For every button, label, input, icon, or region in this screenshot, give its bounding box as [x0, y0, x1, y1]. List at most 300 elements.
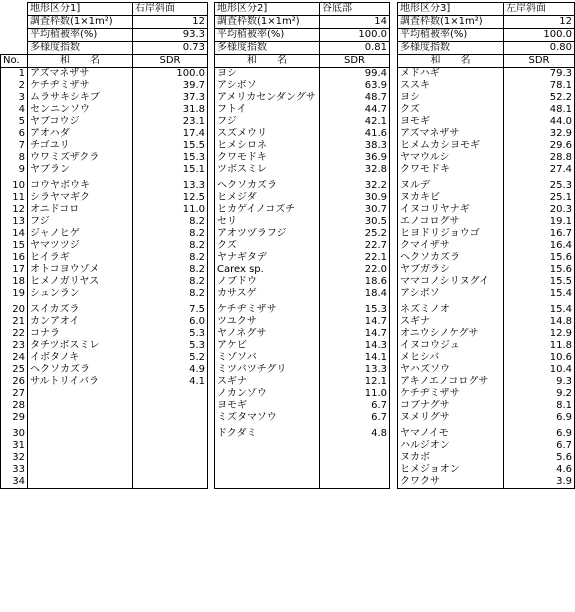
sdr-value	[320, 452, 390, 464]
sdr-value: 7.5	[133, 304, 208, 316]
sdr-value: 15.1	[133, 164, 208, 176]
table-row	[398, 104, 575, 116]
species-name: クワモドキ	[215, 152, 320, 164]
sdr-value: 5.3	[133, 328, 208, 340]
sdr-value: 28.8	[504, 152, 575, 164]
species-name: ヘクソカズラ	[28, 364, 133, 376]
row-number: 19	[1, 288, 28, 300]
row-number: 31	[1, 440, 28, 452]
species-name: ドクダミ	[215, 428, 320, 440]
meta-value-survey: 12	[133, 16, 208, 29]
table-row	[1, 152, 208, 164]
species-name: イボタノキ	[28, 352, 133, 364]
species-name: カサスゲ	[215, 288, 320, 300]
sdr-value: 8.2	[133, 216, 208, 228]
no-header: No.	[1, 55, 28, 68]
block-1-table	[0, 2, 208, 489]
table-row	[398, 428, 575, 440]
species-name: フトイ	[215, 104, 320, 116]
species-name	[215, 440, 320, 452]
block-2-table	[214, 2, 390, 489]
table-row	[398, 288, 575, 300]
species-name: ヒメシロネ	[215, 140, 320, 152]
species-name: ヒメジダ	[215, 192, 320, 204]
species-name: ヌカキビ	[398, 192, 504, 204]
table-row	[398, 140, 575, 152]
sdr-value: 8.2	[133, 264, 208, 276]
species-name: ハルジオン	[398, 440, 504, 452]
species-name: メヒシバ	[398, 352, 504, 364]
species-name	[28, 428, 133, 440]
table-row	[215, 180, 390, 192]
sdr-value: 14.7	[320, 316, 390, 328]
species-name: ヤマウルシ	[398, 152, 504, 164]
meta-value-survey: 14	[320, 16, 390, 29]
table-row	[1, 104, 208, 116]
table-row	[1, 80, 208, 92]
table-row	[1, 252, 208, 264]
sdr-header: SDR	[133, 55, 208, 68]
table-row	[215, 376, 390, 388]
row-number: 14	[1, 228, 28, 240]
sdr-value: 18.4	[320, 288, 390, 300]
sdr-value: 6.9	[504, 412, 575, 424]
area-value: 右岸斜面	[133, 3, 208, 16]
row-number: 23	[1, 340, 28, 352]
species-name: ミゾソバ	[215, 352, 320, 364]
row-number: 10	[1, 180, 28, 192]
table-row	[398, 164, 575, 176]
meta-row-diversity	[398, 42, 575, 55]
sdr-value: 10.6	[504, 352, 575, 364]
sdr-value: 4.1	[133, 376, 208, 388]
sdr-value: 36.9	[320, 152, 390, 164]
table-row	[398, 192, 575, 204]
table-row	[215, 276, 390, 288]
row-number: 34	[1, 476, 28, 489]
table-row	[1, 328, 208, 340]
meta-value-cover: 100.0	[320, 29, 390, 42]
row-number: 5	[1, 116, 28, 128]
table-row	[215, 464, 390, 476]
species-name: ヤブガラシ	[398, 264, 504, 276]
table-row	[398, 276, 575, 288]
species-name	[28, 400, 133, 412]
table-row	[398, 376, 575, 388]
sdr-value: 99.4	[320, 68, 390, 81]
table-row	[215, 152, 390, 164]
table-row	[1, 304, 208, 316]
table-row	[398, 240, 575, 252]
table-row	[215, 476, 390, 489]
species-name: ネズミノオ	[398, 304, 504, 316]
species-name: ヤマツツジ	[28, 240, 133, 252]
species-name: ジャノヒゲ	[28, 228, 133, 240]
species-name: ケチヂミザサ	[215, 304, 320, 316]
row-number: 11	[1, 192, 28, 204]
sdr-value: 48.1	[504, 104, 575, 116]
sdr-value	[133, 440, 208, 452]
table-row	[398, 92, 575, 104]
species-name: アオツヅラフジ	[215, 228, 320, 240]
table-row	[1, 276, 208, 288]
species-name: フジ	[28, 216, 133, 228]
table-row	[398, 476, 575, 489]
species-name: ママコノシリヌグイ	[398, 276, 504, 288]
table-row	[398, 412, 575, 424]
species-name	[28, 388, 133, 400]
table-row	[1, 216, 208, 228]
table-row	[1, 316, 208, 328]
table-row	[215, 192, 390, 204]
sdr-value: 11.8	[504, 340, 575, 352]
species-name: ヤナギタデ	[215, 252, 320, 264]
table-row	[215, 204, 390, 216]
sdr-header: SDR	[504, 55, 575, 68]
species-name: スズメウリ	[215, 128, 320, 140]
table-row	[398, 328, 575, 340]
sdr-value: 31.8	[133, 104, 208, 116]
sdr-value: 25.2	[320, 228, 390, 240]
species-name: ケチヂミザサ	[398, 388, 504, 400]
table-row	[215, 264, 390, 276]
sdr-value	[133, 452, 208, 464]
table-row	[1, 116, 208, 128]
sdr-value: 22.0	[320, 264, 390, 276]
meta-row-survey	[1, 16, 208, 29]
species-name: ヒメジョオン	[398, 464, 504, 476]
row-number: 7	[1, 140, 28, 152]
species-name: クマイザサ	[398, 240, 504, 252]
species-name: シラヤマギク	[28, 192, 133, 204]
species-name	[28, 412, 133, 424]
blank-cell	[1, 29, 28, 42]
species-name: ヒカゲイノコズチ	[215, 204, 320, 216]
row-number: 15	[1, 240, 28, 252]
table-row	[215, 388, 390, 400]
meta-value-cover: 93.3	[133, 29, 208, 42]
species-name: コウヤボウキ	[28, 180, 133, 192]
sdr-value: 29.6	[504, 140, 575, 152]
column-header-row	[398, 55, 575, 68]
table-row	[1, 476, 208, 489]
species-name: ムラサキシキブ	[28, 92, 133, 104]
species-name: イヌコウジュ	[398, 340, 504, 352]
table-row	[398, 180, 575, 192]
row-number: 1	[1, 68, 28, 81]
table-row	[215, 216, 390, 228]
table-row	[1, 180, 208, 192]
table-row	[1, 128, 208, 140]
species-name: ヒメムカシヨモギ	[398, 140, 504, 152]
table-row	[398, 364, 575, 376]
species-name: スギナ	[215, 376, 320, 388]
sdr-value: 100.0	[133, 68, 208, 81]
table-row	[398, 128, 575, 140]
sdr-value: 42.1	[320, 116, 390, 128]
table-row	[215, 452, 390, 464]
sdr-value	[133, 388, 208, 400]
species-name: タチツボスミレ	[28, 340, 133, 352]
species-name: ツユクサ	[215, 316, 320, 328]
sdr-value: 8.2	[133, 240, 208, 252]
sdr-value	[320, 476, 390, 489]
table-row	[215, 412, 390, 424]
table-row	[398, 152, 575, 164]
sdr-value: 37.3	[133, 92, 208, 104]
table-row	[1, 68, 208, 81]
species-name: ノカンゾウ	[215, 388, 320, 400]
sdr-value: 15.5	[133, 140, 208, 152]
sdr-value: 44.0	[504, 116, 575, 128]
row-number: 4	[1, 104, 28, 116]
sdr-value	[133, 428, 208, 440]
sdr-value	[320, 440, 390, 452]
sdr-value: 11.0	[320, 388, 390, 400]
sdr-value: 15.4	[504, 304, 575, 316]
sdr-value: 5.3	[133, 340, 208, 352]
meta-label-diversity: 多様度指数	[28, 42, 133, 55]
sdr-value: 6.9	[504, 428, 575, 440]
species-name: スギナ	[398, 316, 504, 328]
row-number: 16	[1, 252, 28, 264]
meta-row-diversity	[215, 42, 390, 55]
meta-label-cover: 平均植被率(%)	[28, 29, 133, 42]
sdr-value: 6.7	[504, 440, 575, 452]
row-number: 3	[1, 92, 28, 104]
species-name: オニドコロ	[28, 204, 133, 216]
species-name: アメリカセンダングサ	[215, 92, 320, 104]
sdr-value: 15.6	[504, 264, 575, 276]
table-row	[1, 464, 208, 476]
table-row	[215, 440, 390, 452]
meta-label-cover: 平均植被率(%)	[398, 29, 504, 42]
species-name: ミツバツチグリ	[215, 364, 320, 376]
species-name	[28, 464, 133, 476]
table-row	[1, 412, 208, 424]
row-number: 12	[1, 204, 28, 216]
sdr-value: 16.4	[504, 240, 575, 252]
sdr-value: 8.2	[133, 228, 208, 240]
table-row	[398, 452, 575, 464]
species-name: クワモドキ	[398, 164, 504, 176]
species-name: ミズタマソウ	[215, 412, 320, 424]
sdr-value: 25.3	[504, 180, 575, 192]
sdr-value: 12.1	[320, 376, 390, 388]
table-row	[398, 204, 575, 216]
table-row	[1, 240, 208, 252]
sdr-value: 32.8	[320, 164, 390, 176]
table-row	[215, 352, 390, 364]
species-name	[28, 476, 133, 489]
sdr-value: 13.3	[320, 364, 390, 376]
species-name: ヤブラン	[28, 164, 133, 176]
row-number: 17	[1, 264, 28, 276]
species-name: ヘクソカズラ	[215, 180, 320, 192]
sdr-value: 15.4	[504, 288, 575, 300]
table-row	[398, 264, 575, 276]
block-3-table	[397, 2, 575, 489]
table-row	[1, 264, 208, 276]
row-number: 18	[1, 276, 28, 288]
sdr-value: 14.1	[320, 352, 390, 364]
table-row	[1, 204, 208, 216]
species-name: アオハダ	[28, 128, 133, 140]
sdr-value: 32.2	[320, 180, 390, 192]
table-row	[215, 164, 390, 176]
sdr-value: 6.7	[320, 412, 390, 424]
table-row	[1, 228, 208, 240]
meta-row-cover	[398, 29, 575, 42]
species-name	[28, 440, 133, 452]
table-row	[215, 140, 390, 152]
sdr-value: 14.3	[320, 340, 390, 352]
meta-label-survey: 調査枠数(1×1m²)	[398, 16, 504, 29]
sdr-value: 30.5	[320, 216, 390, 228]
blank-cell	[1, 3, 28, 16]
sdr-value: 11.0	[133, 204, 208, 216]
sdr-value	[133, 464, 208, 476]
species-name: イヌコリヤナギ	[398, 204, 504, 216]
table-row	[215, 316, 390, 328]
table-row	[1, 164, 208, 176]
sdr-value: 41.6	[320, 128, 390, 140]
sdr-value: 8.1	[504, 400, 575, 412]
table-row	[398, 216, 575, 228]
area-value: 左岸斜面	[504, 3, 575, 16]
sdr-value: 78.1	[504, 80, 575, 92]
species-name: サルトリイバラ	[28, 376, 133, 388]
sdr-value: 15.5	[504, 276, 575, 288]
row-number: 6	[1, 128, 28, 140]
species-name: ヨモギ	[215, 400, 320, 412]
table-row	[398, 228, 575, 240]
table-row	[215, 428, 390, 440]
table-row	[215, 364, 390, 376]
table-row	[215, 340, 390, 352]
species-name: オトコヨウゾメ	[28, 264, 133, 276]
table-row	[215, 128, 390, 140]
species-name: カンアオイ	[28, 316, 133, 328]
species-name: オニウシノケグサ	[398, 328, 504, 340]
sdr-value: 15.6	[504, 252, 575, 264]
species-name: アケビ	[215, 340, 320, 352]
row-number: 29	[1, 412, 28, 424]
sdr-value: 52.2	[504, 92, 575, 104]
sdr-value: 6.0	[133, 316, 208, 328]
meta-row-cover	[215, 29, 390, 42]
species-name: アズマネザサ	[28, 68, 133, 81]
row-number: 13	[1, 216, 28, 228]
sdr-value	[133, 412, 208, 424]
table-row	[1, 388, 208, 400]
species-name: ヒヨドリジョウゴ	[398, 228, 504, 240]
sdr-value: 22.1	[320, 252, 390, 264]
species-name: ヘクソカズラ	[398, 252, 504, 264]
table-row	[398, 464, 575, 476]
table-row	[1, 340, 208, 352]
sdr-value: 9.3	[504, 376, 575, 388]
column-header-row	[215, 55, 390, 68]
sdr-value: 39.7	[133, 80, 208, 92]
meta-label-diversity: 多様度指数	[215, 42, 320, 55]
row-number: 28	[1, 400, 28, 412]
table-row	[1, 376, 208, 388]
table-row	[398, 116, 575, 128]
species-name	[28, 452, 133, 464]
sdr-value: 14.8	[504, 316, 575, 328]
species-name: ケチヂミザサ	[28, 80, 133, 92]
sdr-value: 14.7	[320, 328, 390, 340]
row-number: 9	[1, 164, 28, 176]
area-label: 地形区分3]	[398, 3, 504, 16]
meta-value-cover: 100.0	[504, 29, 575, 42]
species-name: ヌメリグサ	[398, 412, 504, 424]
row-number: 27	[1, 388, 28, 400]
table-row	[398, 316, 575, 328]
species-name: シュンラン	[28, 288, 133, 300]
species-name	[215, 452, 320, 464]
species-name: ノブドウ	[215, 276, 320, 288]
table-row	[398, 352, 575, 364]
row-number: 26	[1, 376, 28, 388]
table-row	[215, 104, 390, 116]
sdr-value: 15.3	[133, 152, 208, 164]
meta-label-diversity: 多様度指数	[398, 42, 504, 55]
meta-row-survey	[398, 16, 575, 29]
sdr-value: 5.6	[504, 452, 575, 464]
species-name: ヨシ	[398, 92, 504, 104]
sdr-value: 4.6	[504, 464, 575, 476]
sdr-value: 20.3	[504, 204, 575, 216]
species-name: クズ	[398, 104, 504, 116]
table-row	[215, 80, 390, 92]
sdr-value: 10.4	[504, 364, 575, 376]
table-row	[1, 140, 208, 152]
sdr-value: 15.3	[320, 304, 390, 316]
name-header: 和 名	[215, 55, 320, 68]
row-number: 2	[1, 80, 28, 92]
sdr-header: SDR	[320, 55, 390, 68]
meta-label-survey: 調査枠数(1×1m²)	[215, 16, 320, 29]
table-row	[398, 388, 575, 400]
species-name: アシボソ	[398, 288, 504, 300]
sdr-value: 17.4	[133, 128, 208, 140]
table-row	[1, 452, 208, 464]
table-row	[215, 92, 390, 104]
sdr-value: 9.2	[504, 388, 575, 400]
species-name: ツボスミレ	[215, 164, 320, 176]
sdr-value	[133, 400, 208, 412]
species-name: ススキ	[398, 80, 504, 92]
row-number: 32	[1, 452, 28, 464]
species-name: ヒイラギ	[28, 252, 133, 264]
species-name	[215, 464, 320, 476]
species-name: ヤハズソウ	[398, 364, 504, 376]
table-row	[215, 288, 390, 300]
sdr-value: 79.3	[504, 68, 575, 81]
species-name: アズマネザサ	[398, 128, 504, 140]
sdr-value: 48.7	[320, 92, 390, 104]
meta-row-survey	[215, 16, 390, 29]
row-number: 25	[1, 364, 28, 376]
row-number: 20	[1, 304, 28, 316]
table-row	[398, 340, 575, 352]
blank-cell	[1, 16, 28, 29]
sdr-value	[133, 476, 208, 489]
area-value: 谷底部	[320, 3, 390, 16]
sdr-value: 5.2	[133, 352, 208, 364]
